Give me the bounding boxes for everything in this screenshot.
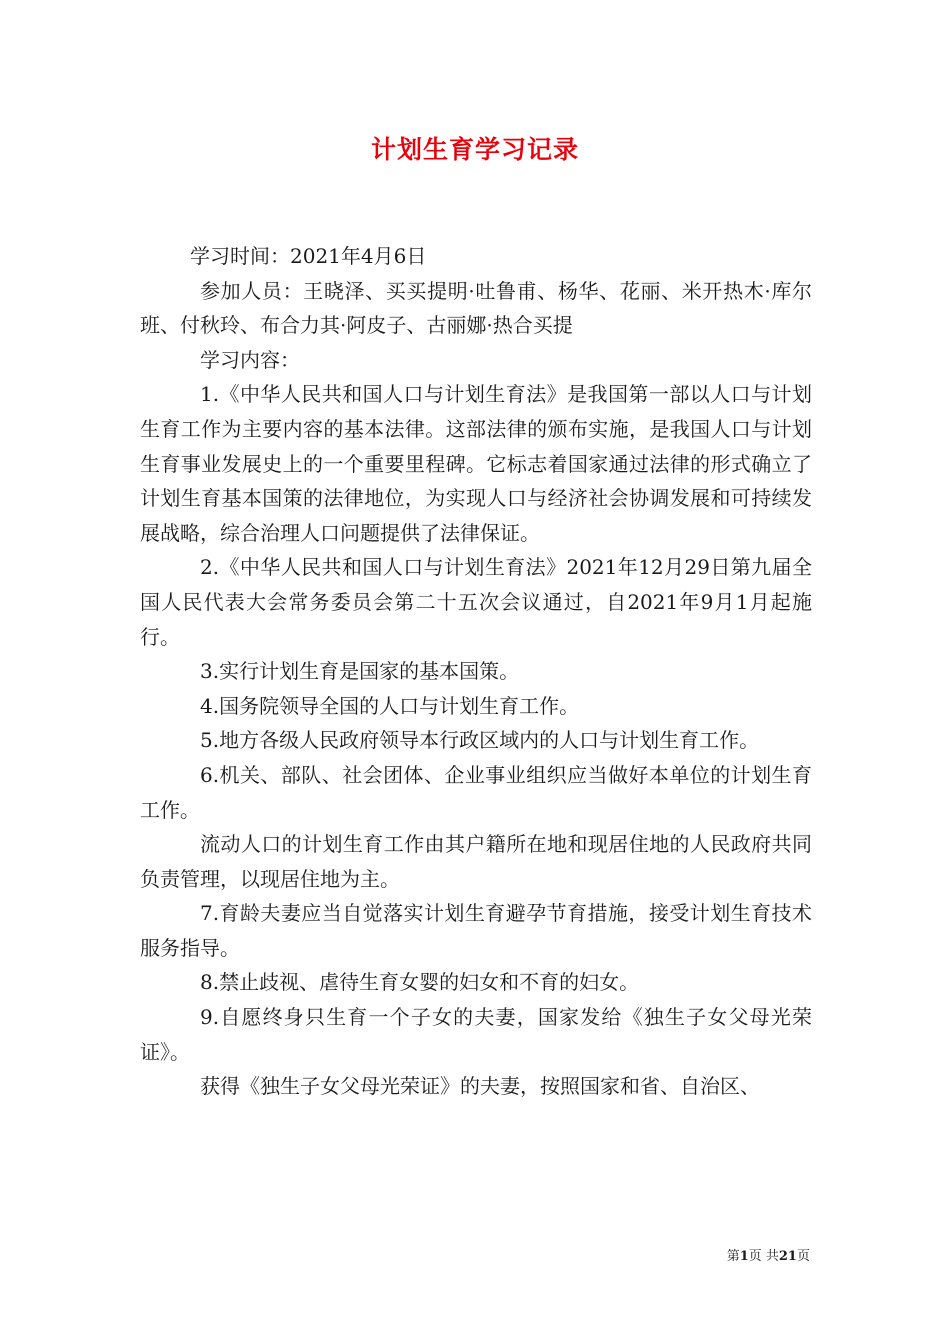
- paragraph-8: 8.禁止歧视、虐待生育女婴的妇女和不育的妇女。: [200, 970, 640, 995]
- footer-prefix: 第: [726, 1249, 740, 1264]
- paragraph-4: 4.国务院领导全国的人口与计划生育工作。: [200, 693, 580, 718]
- paragraph-2: 2.《中华人民共和国人口与计划生育法》2021年12月29日第九届全国人民代表大会常务委员会第二十五次会议通过，自2021年9月1月起施行。: [140, 555, 812, 649]
- paragraph-1: 1.《中华人民共和国人口与计划生育法》是我国第一部以人口与计划生育工作为主要内容的基本法律。这部法律的颁布实施，是我国人口与计划生育事业发展史上的一个重要里程碑。它标志着国家通过法律的形式确立了计划生育基本国策的法律地位，为实现人口与经济社会协调发展和可持续发展战略，综合治理人口问题提供了法律保证。: [140, 382, 812, 545]
- footer-total-pages: 21: [778, 1249, 797, 1264]
- paragraph-5: 5.地方各级人民政府领导本行政区域内的人口与计划生育工作。: [200, 728, 760, 753]
- paragraph-9: 9.自愿终身只生育一个子女的夫妻，国家发给《独生子女父母光荣证》。: [140, 1005, 812, 1064]
- paragraph-3: 3.实行计划生育是国家的基本国策。: [200, 659, 520, 684]
- footer-suffix: 页: [796, 1249, 810, 1264]
- paragraph-7: 7.育龄夫妻应当自觉落实计划生育避孕节育措施，接受计划生育技术服务指导。: [140, 901, 812, 960]
- content-label: 学习内容：: [200, 347, 300, 372]
- page-footer: [700, 1245, 810, 1264]
- footer-middle: 页 共: [748, 1249, 779, 1264]
- footer-page-number: 1: [739, 1249, 749, 1264]
- paragraph-9-note: 获得《独生子女父母光荣证》的夫妻，按照国家和省、自治区、: [200, 1074, 760, 1099]
- participants: 参加人员：王晓泽、买买提明·吐鲁甫、杨华、花丽、米开热木·库尔班、付秋玲、布合力其·阿皮子、古丽娜·热合买提: [140, 278, 812, 338]
- document-body: [140, 239, 812, 1104]
- paragraph-6: 6.机关、部队、社会团体、企业事业组织应当做好本单位的计划生育工作。: [140, 762, 812, 822]
- page-title: 计划生育学习记录: [370, 135, 579, 164]
- study-time: 学习时间：2021年4月6日: [190, 244, 427, 268]
- paragraph-6-note: 流动人口的计划生育工作由其户籍所在地和现居住地的人民政府共同负责管理，以现居住地为主。: [140, 832, 812, 891]
